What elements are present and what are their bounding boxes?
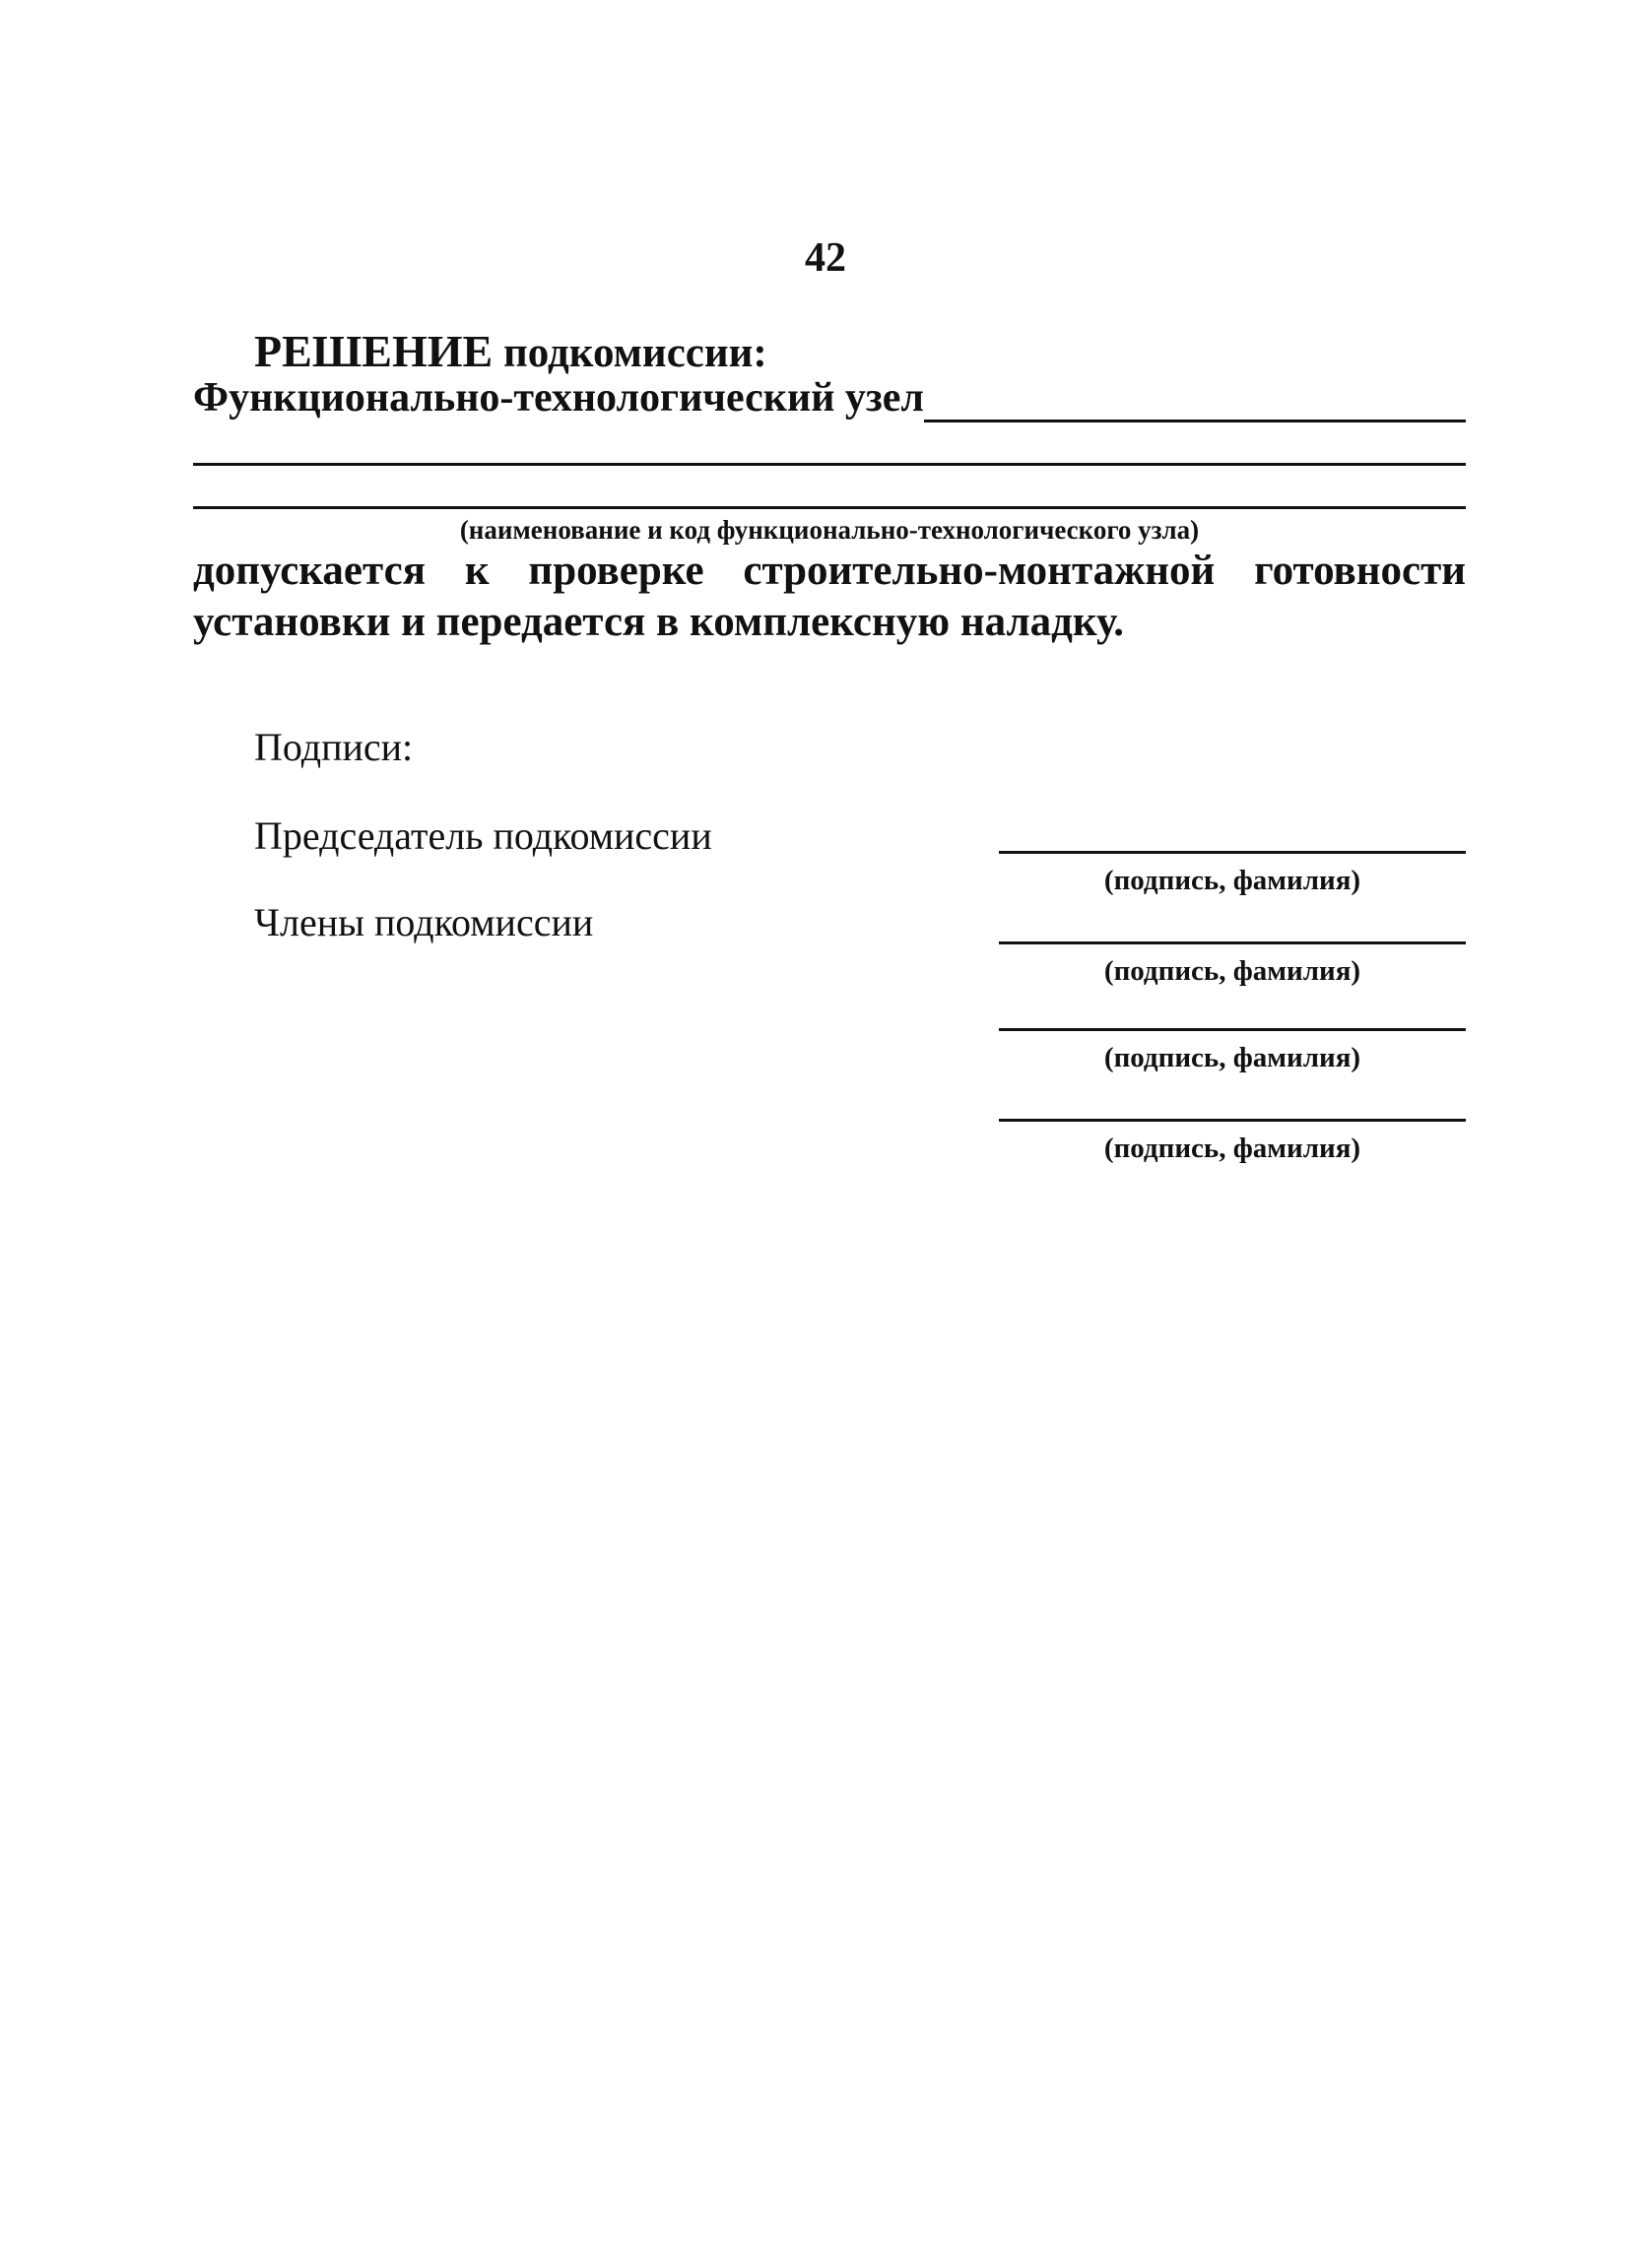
members-label: Члены подкомиссии <box>254 900 594 944</box>
unit-name-fill-line-2 <box>193 463 1466 466</box>
signature-caption-2: (подпись, фамилия) <box>1103 955 1361 987</box>
decision-text: допускается к проверке строительно-монтажной готовности установки и передается в комплексную наладку. <box>193 548 1466 645</box>
signature-line-3 <box>999 1028 1466 1031</box>
page-number: 42 <box>805 235 846 281</box>
unit-name-fill-line-1 <box>924 420 1466 422</box>
chairman-label: Председатель подкомиссии <box>254 813 712 858</box>
signatures-heading: Подписи: <box>254 725 414 769</box>
unit-name-caption: (наименование и код функционально-технологического узла) <box>459 515 1200 545</box>
signature-line-4 <box>999 1119 1466 1122</box>
decision-title-lead: РЕШЕНИЕ <box>254 326 494 376</box>
decision-title <box>254 325 767 377</box>
decision-title-rest: подкомиссии: <box>493 330 767 376</box>
signature-line-1 <box>999 851 1466 854</box>
signature-caption-1: (подпись, фамилия) <box>1103 865 1361 896</box>
unit-label: Функционально-технологический узел <box>193 375 924 421</box>
signature-line-2 <box>999 941 1466 944</box>
signature-caption-4: (подпись, фамилия) <box>1103 1133 1361 1164</box>
signature-caption-3: (подпись, фамилия) <box>1103 1042 1361 1073</box>
unit-name-fill-line-3 <box>193 506 1466 509</box>
